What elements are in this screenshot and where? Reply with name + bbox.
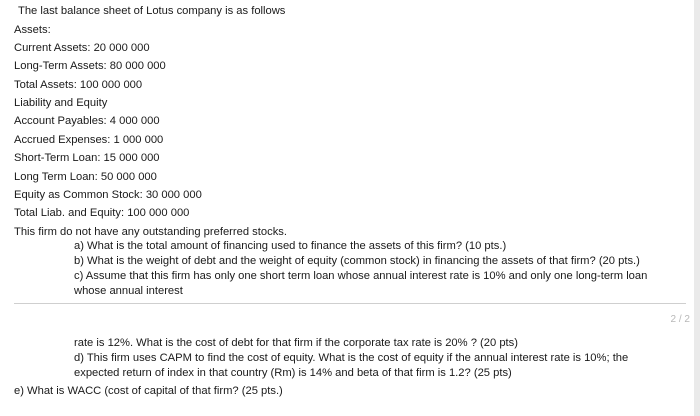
long-term-assets-line: Long-Term Assets: 80 000 000 <box>14 60 166 72</box>
assets-heading: Assets: <box>14 24 51 36</box>
question-a: a) What is the total amount of financing used to finance the assets of this firm? (10 pts.) <box>74 240 507 252</box>
equity-common-line: Equity as Common Stock: 30 000 000 <box>14 189 202 201</box>
question-e: e) What is WACC (cost of capital of that firm? (25 pts.) <box>14 385 283 397</box>
question-c-line-1: c) Assume that this firm has only one short term loan whose annual interest rate is 10% and only one long-term loan <box>74 270 648 282</box>
current-assets-line: Current Assets: 20 000 000 <box>14 42 150 54</box>
preferred-note: This firm do not have any outstanding preferred stocks. <box>14 226 287 238</box>
account-payables-line: Account Payables: 4 000 000 <box>14 115 160 127</box>
long-term-loan-line: Long Term Loan: 50 000 000 <box>14 171 157 183</box>
total-liab-equity-line: Total Liab. and Equity: 100 000 000 <box>14 207 190 219</box>
question-d-line-1: d) This firm uses CAPM to find the cost of equity. What is the cost of equity if the annual interest rate is 10%; the <box>74 352 629 364</box>
question-c-line-3: rate is 12%. What is the cost of debt for that firm if the corporate tax rate is 20% ? (20 pts) <box>74 337 518 349</box>
question-b: b) What is the weight of debt and the weight of equity (common stock) in financing the assets of that firm? (20 pts.) <box>74 255 640 267</box>
page-break-divider <box>14 303 686 304</box>
scrollbar-track[interactable] <box>694 0 700 416</box>
page-indicator: 2 / 2 <box>670 314 690 325</box>
doc-title: The last balance sheet of Lotus company is as follows <box>18 5 286 17</box>
short-term-loan-line: Short-Term Loan: 15 000 000 <box>14 152 160 164</box>
liability-heading: Liability and Equity <box>14 97 108 109</box>
question-d-line-2: expected return of index in that country (Rm) is 14% and beta of that firm is 1.2? (25 pts) <box>74 367 512 379</box>
total-assets-line: Total Assets: 100 000 000 <box>14 79 143 91</box>
accrued-expenses-line: Accrued Expenses: 1 000 000 <box>14 134 164 146</box>
question-c-line-2: whose annual interest <box>74 285 183 297</box>
